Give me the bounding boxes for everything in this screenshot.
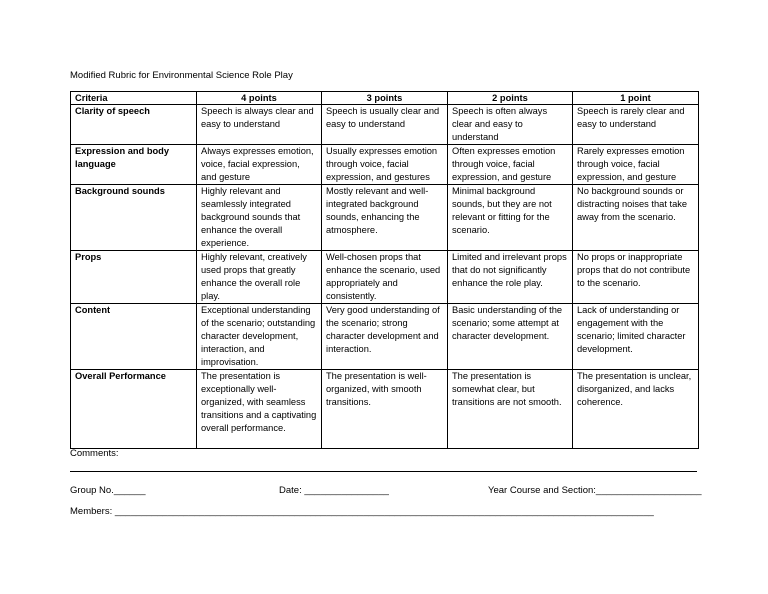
rubric-table xyxy=(70,91,699,449)
rubric-cell: Rarely expresses emotion through voice, facial expression, and gesture xyxy=(573,145,699,185)
criteria-cell: Content xyxy=(71,304,197,370)
table-row xyxy=(71,105,699,145)
year-course-section-field[interactable]: Year Course and Section:____________________ xyxy=(488,485,702,496)
rubric-cell: The presentation is unclear, disorganized, and lacks coherence. xyxy=(573,370,699,449)
rubric-cell: The presentation is well-organized, with smooth transitions. xyxy=(322,370,448,449)
rubric-cell: Speech is usually clear and easy to understand xyxy=(322,105,448,145)
rubric-cell: Often expresses emotion through voice, facial expression, and gesture xyxy=(448,145,573,185)
header-4-points: 4 points xyxy=(197,92,322,105)
rubric-cell: Mostly relevant and well-integrated background sounds, enhancing the atmosphere. xyxy=(322,185,448,251)
table-header-row xyxy=(71,92,699,105)
rubric-cell: Limited and irrelevant props that do not significantly enhance the role play. xyxy=(448,251,573,304)
date-field[interactable]: Date: ________________ xyxy=(279,485,389,496)
document-title: Modified Rubric for Environmental Science Role Play xyxy=(70,70,293,81)
rubric-cell: Highly relevant, creatively used props that greatly enhance the overall role play. xyxy=(197,251,322,304)
rubric-cell: Highly relevant and seamlessly integrated background sounds that enhance the overall experience. xyxy=(197,185,322,251)
comments-label: Comments: xyxy=(70,448,119,459)
rubric-cell: Speech is often always clear and easy to understand xyxy=(448,105,573,145)
criteria-cell: Background sounds xyxy=(71,185,197,251)
rubric-cell: Very good understanding of the scenario; strong character development and interaction. xyxy=(322,304,448,370)
criteria-cell: Overall Performance xyxy=(71,370,197,449)
group-no-field[interactable]: Group No.______ xyxy=(70,485,146,496)
rubric-cell: Exceptional understanding of the scenario; outstanding character development, interaction, and improvisation. xyxy=(197,304,322,370)
header-1-point: 1 point xyxy=(573,92,699,105)
rubric-cell: No props or inappropriate props that do not contribute to the scenario. xyxy=(573,251,699,304)
criteria-cell: Clarity of speech xyxy=(71,105,197,145)
rubric-cell: Usually expresses emotion through voice, facial expression, and gestures xyxy=(322,145,448,185)
header-3-points: 3 points xyxy=(322,92,448,105)
rubric-cell: Speech is rarely clear and easy to understand xyxy=(573,105,699,145)
comments-line[interactable] xyxy=(70,471,697,472)
table-row xyxy=(71,304,699,370)
criteria-cell: Expression and body language xyxy=(71,145,197,185)
rubric-cell: Minimal background sounds, but they are not relevant or fitting for the scenario. xyxy=(448,185,573,251)
members-field[interactable]: Members: ______________________________________________________________________________________________________ xyxy=(70,506,654,517)
rubric-cell: The presentation is exceptionally well-organized, with seamless transitions and a captivating overall performance. xyxy=(197,370,322,449)
rubric-cell: Basic understanding of the scenario; some attempt at character development. xyxy=(448,304,573,370)
table-row xyxy=(71,251,699,304)
header-criteria: Criteria xyxy=(71,92,197,105)
rubric-cell: Well-chosen props that enhance the scenario, used appropriately and consistently. xyxy=(322,251,448,304)
rubric-cell: No background sounds or distracting noises that take away from the scenario. xyxy=(573,185,699,251)
rubric-cell: Always expresses emotion, voice, facial expression, and gesture xyxy=(197,145,322,185)
table-row xyxy=(71,185,699,251)
rubric-cell: Speech is always clear and easy to understand xyxy=(197,105,322,145)
rubric-cell: Lack of understanding or engagement with the scenario; limited character development. xyxy=(573,304,699,370)
table-row xyxy=(71,370,699,449)
rubric-cell: The presentation is somewhat clear, but transitions are not smooth. xyxy=(448,370,573,449)
table-row xyxy=(71,145,699,185)
header-2-points: 2 points xyxy=(448,92,573,105)
criteria-cell: Props xyxy=(71,251,197,304)
